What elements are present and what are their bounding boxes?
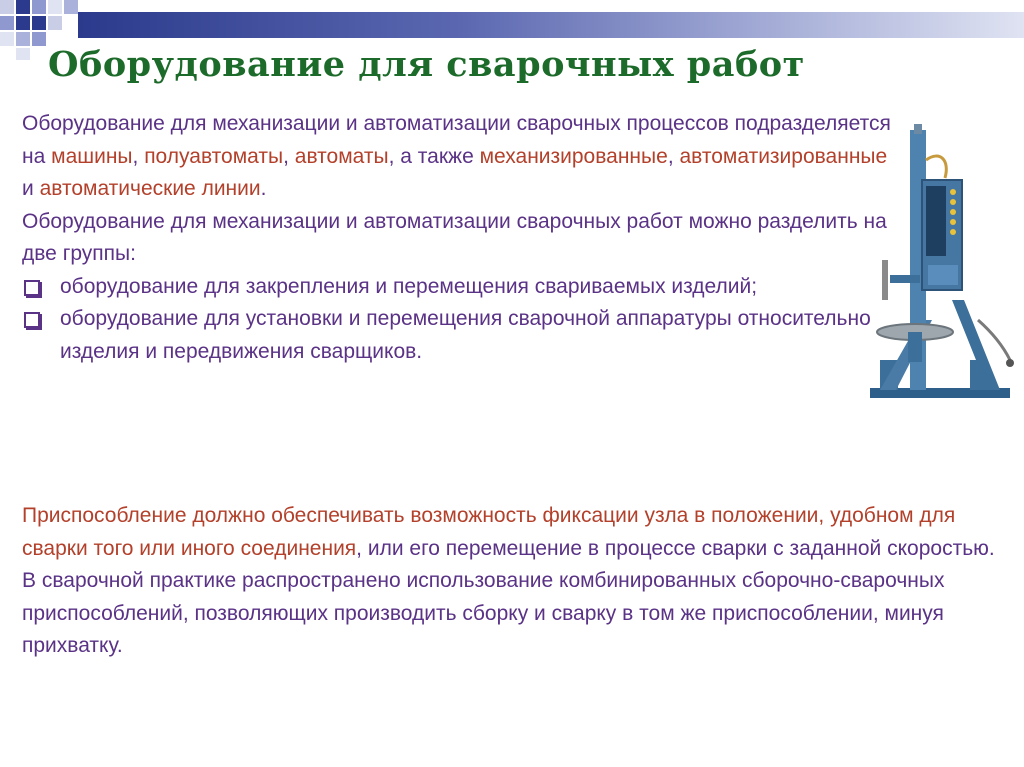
groups-paragraph: Оборудование для механизации и автоматизации сварочных работ можно разделить на две группы: xyxy=(22,209,887,265)
fixture-note: Приспособление должно обеспечивать возможность фиксации узла в положении, удобном для сварки того или иного соединения, или его перемещение в процессе сварки с заданной скоростью. В сварочной практике распространено использование комбинированных сборочно-сварочных приспособлений, позволяющих производить сборку и сварку в том же приспособлении, минуя прихватку. xyxy=(22,504,995,657)
slide-content xyxy=(22,108,902,368)
bullet-list xyxy=(22,271,902,369)
highlight-mechanized: механизированные xyxy=(479,144,668,168)
slide-title: Оборудование для сварочных работ xyxy=(48,44,805,85)
highlight-machines: машины xyxy=(51,144,133,168)
title-bar-decoration xyxy=(78,12,1024,38)
list-item: оборудование для установки и перемещения сварочной аппаратуры относительно изделия и передвижения сварщиков. xyxy=(22,303,902,368)
checkbox-bullet-icon xyxy=(24,312,40,328)
highlight-semiautomatics: полуавтоматы xyxy=(144,144,284,168)
list-item: оборудование для закрепления и перемещения свариваемых изделий; xyxy=(22,271,902,304)
welding-machine-icon xyxy=(860,120,1020,420)
highlight-automated: автоматизированные xyxy=(679,144,888,168)
intro-paragraph: Оборудование для механизации и автоматизации сварочных процессов подразделяется на машины, полуавтоматы, автоматы, а также механизированные, автоматизированные и автоматические линии. xyxy=(22,112,891,200)
checkbox-bullet-icon xyxy=(24,280,40,296)
highlight-automatic-lines: автоматические линии xyxy=(39,177,261,200)
highlight-automatics: автоматы xyxy=(294,144,389,168)
